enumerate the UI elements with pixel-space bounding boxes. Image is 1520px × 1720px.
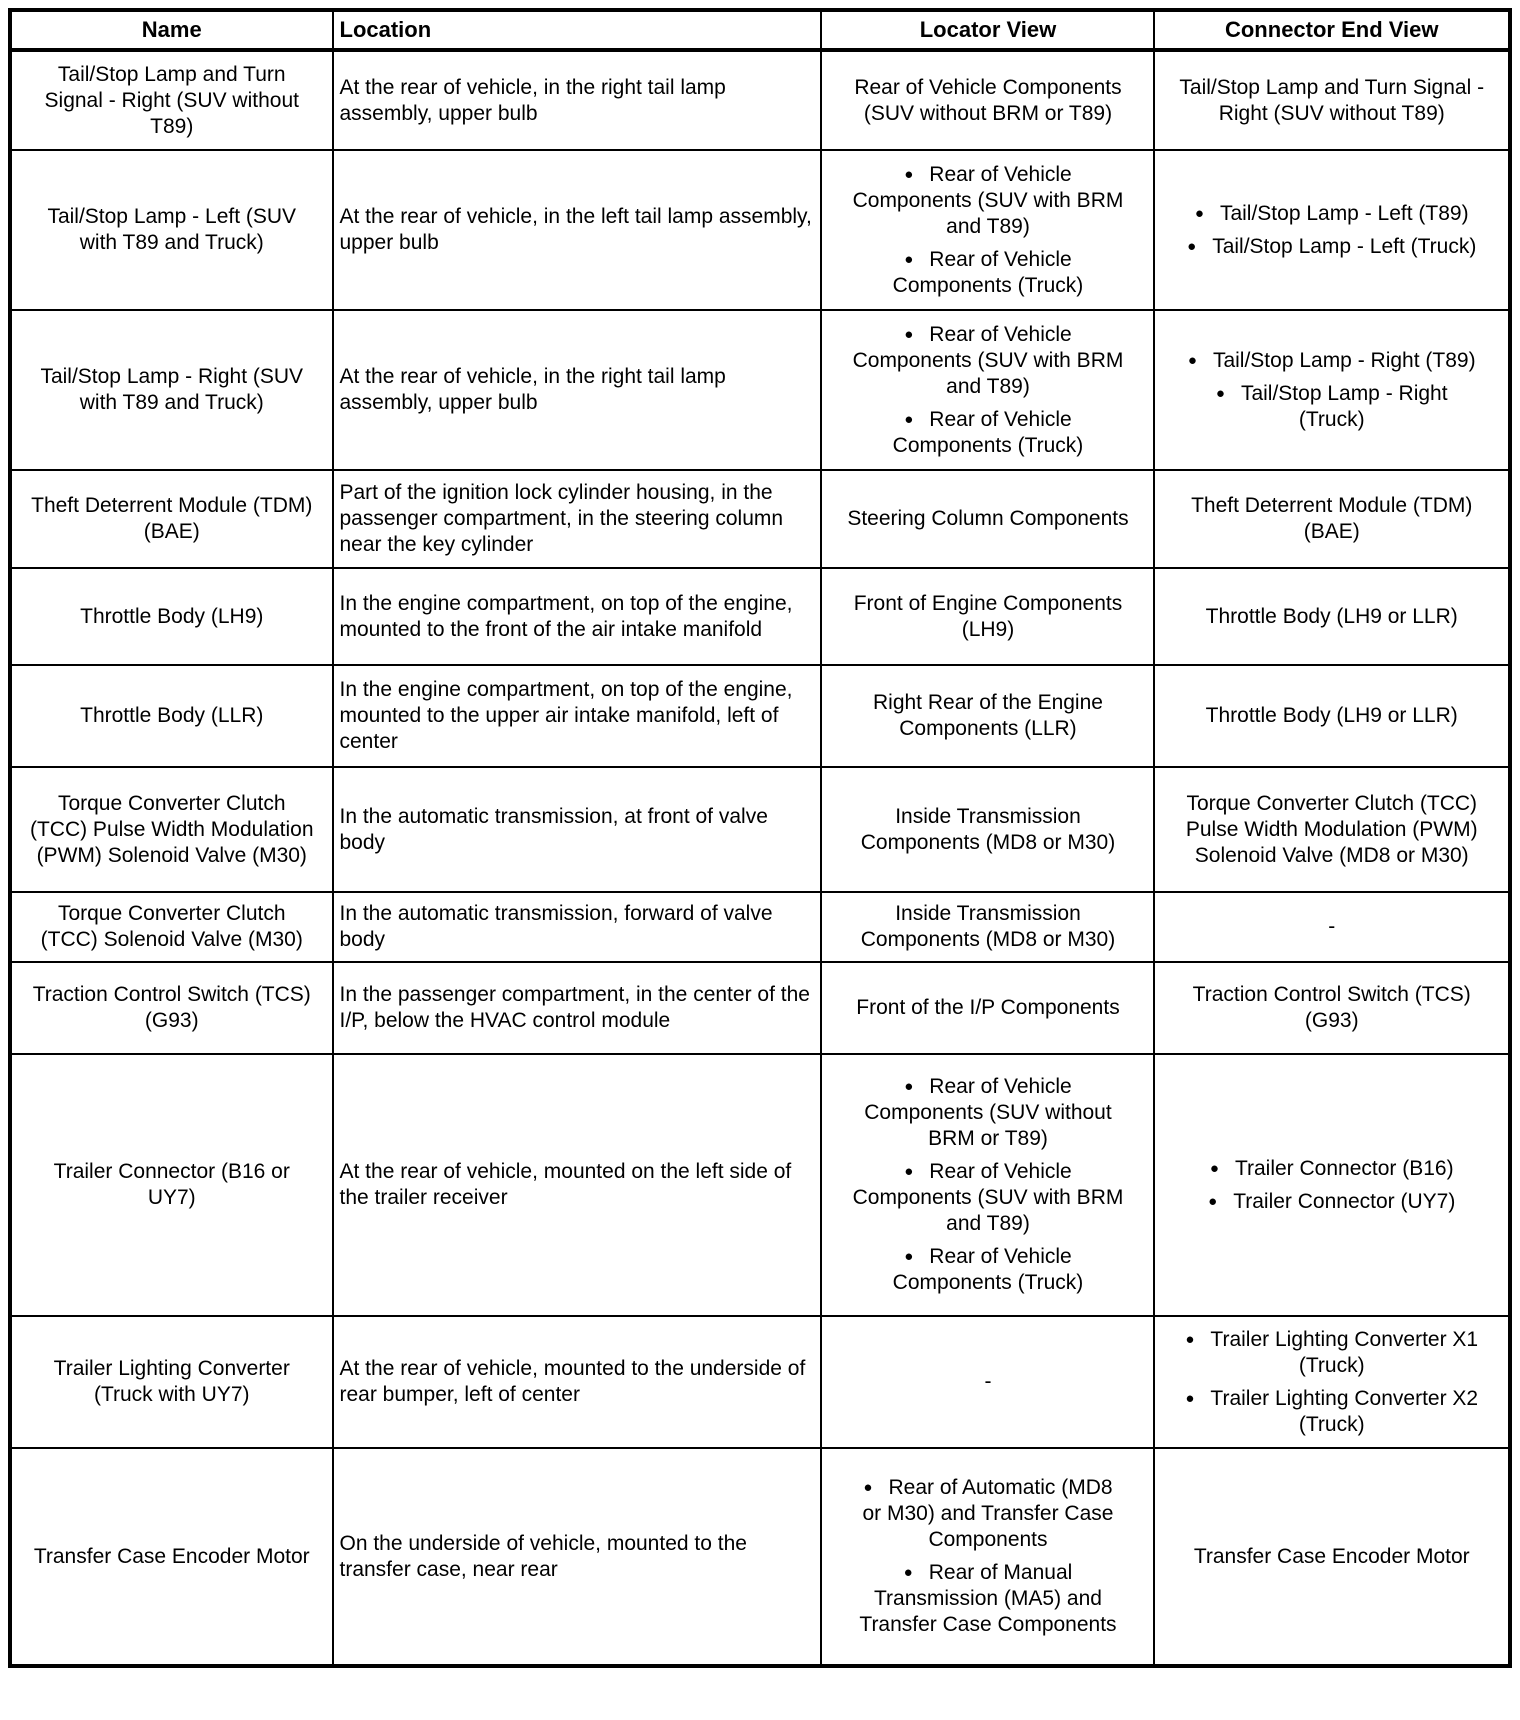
cell-text: Front of Engine Components (LH9) (853, 591, 1123, 641)
cell-connector-end-view (1154, 1448, 1510, 1666)
cell-text: Inside Transmission Components (MD8 or M30) (860, 902, 1116, 951)
cell-location: At the rear of vehicle, mounted to the underside of rear bumper, left of center (333, 1316, 822, 1448)
bullet-item-label: Rear of Vehicle Components (SUV with BRM and T89) (852, 1160, 1124, 1235)
cell-text: - (984, 1370, 992, 1393)
bullet-item-label: Trailer Lighting Converter X1 (Truck) (1210, 1327, 1479, 1377)
bullet-item (852, 162, 1124, 240)
table-row (10, 1448, 1510, 1666)
bullet-item-label: Rear of Vehicle Components (SUV with BRM and T89) (852, 162, 1124, 238)
cell-text: Torque Converter Clutch (TCC) Pulse Width Modulation (PWM) Solenoid Valve (M30) (29, 791, 314, 867)
bullet-item (1182, 201, 1482, 227)
bullet-item-label: Tail/Stop Lamp - Right (Truck) (1240, 381, 1448, 431)
bullet-item-label: Tail/Stop Lamp - Left (T89) (1219, 201, 1469, 225)
cell-text: Traction Control Switch (TCS) (G93) (1192, 983, 1471, 1032)
bullet-icon: ● (904, 1163, 914, 1180)
cell-name (10, 767, 333, 892)
bullet-icon: ● (1194, 204, 1204, 222)
table-row (10, 767, 1510, 892)
bullet-icon: ● (1185, 1389, 1195, 1407)
cell-text: Trailer Connector (B16 or UY7) (53, 1160, 290, 1209)
cell-text: Throttle Body (LLR) (80, 704, 264, 727)
cell-location: At the rear of vehicle, mounted on the left side of the trailer receiver (333, 1054, 822, 1316)
cell-locator-view (821, 1448, 1154, 1666)
bullet-icon: ● (1215, 384, 1225, 402)
cell-connector-end-view (1154, 892, 1510, 962)
cell-name (10, 962, 333, 1054)
cell-text: Transfer Case Encoder Motor (1193, 1544, 1470, 1568)
bullet-item (1182, 348, 1482, 374)
cell-text: Theft Deterrent Module (TDM) (BAE) (31, 494, 313, 543)
cell-connector-end-view (1154, 50, 1510, 150)
cell-text: Torque Converter Clutch (TCC) Pulse Width Modulation (PWM) Solenoid Valve (MD8 or M30) (1185, 791, 1478, 867)
bullet-item (1182, 1327, 1482, 1379)
cell-connector-end-view (1154, 470, 1510, 568)
cell-name (10, 568, 333, 665)
table-row (10, 310, 1510, 470)
cell-text: Throttle Body (LH9) (80, 604, 264, 628)
table-row (10, 665, 1510, 767)
cell-name (10, 665, 333, 767)
bullet-icon: ● (904, 1248, 914, 1265)
cell-text: Traction Control Switch (TCS) (G93) (32, 983, 311, 1032)
table-row (10, 150, 1510, 310)
bullet-icon: ● (1209, 1159, 1219, 1177)
cell-locator-view (821, 470, 1154, 568)
bullet-item (852, 1475, 1124, 1553)
cell-location: At the rear of vehicle, in the right tail lamp assembly, upper bulb (333, 310, 822, 470)
bullet-icon: ● (904, 1078, 914, 1095)
bullet-item-label: Rear of Automatic (MD8 or M30) and Transfer Case Components (862, 1476, 1114, 1551)
cell-text: Tail/Stop Lamp and Turn Signal - Right (SUV without T89) (44, 62, 299, 138)
cell-text: Tail/Stop Lamp - Left (SUV with T89 and Truck) (47, 205, 297, 254)
bullet-item-label: Tail/Stop Lamp - Right (T89) (1212, 348, 1476, 372)
cell-locator-view (821, 1054, 1154, 1316)
cell-locator-view (821, 50, 1154, 150)
table-row (10, 1316, 1510, 1448)
bullet-icon: ● (1187, 237, 1197, 255)
header-name: Name (10, 10, 333, 50)
table-row (10, 1054, 1510, 1316)
bullet-item (852, 322, 1124, 400)
bullet-icon: ● (863, 1479, 873, 1496)
bullet-item (1182, 381, 1482, 433)
bullet-item-label: Rear of Vehicle Components (SUV with BRM and T89) (852, 322, 1124, 398)
cell-name (10, 892, 333, 962)
cell-locator-view (821, 892, 1154, 962)
bullet-item-label: Rear of Vehicle Components (Truck) (892, 407, 1084, 457)
cell-connector-end-view (1154, 310, 1510, 470)
cell-location: In the automatic transmission, at front of valve body (333, 767, 822, 892)
header-locator-view: Locator View (821, 10, 1154, 50)
cell-location: At the rear of vehicle, in the left tail lamp assembly, upper bulb (333, 150, 822, 310)
bullet-icon: ● (904, 250, 914, 268)
cell-name (10, 150, 333, 310)
table-body (10, 50, 1510, 1666)
cell-text: - (1328, 915, 1336, 938)
cell-text: Rear of Vehicle Components (SUV without BRM or T89) (854, 75, 1122, 125)
cell-location: At the rear of vehicle, in the right tail lamp assembly, upper bulb (333, 50, 822, 150)
cell-text: Tail/Stop Lamp and Turn Signal - Right (SUV without T89) (1179, 75, 1485, 125)
cell-connector-end-view (1154, 1316, 1510, 1448)
bullet-icon: ● (1208, 1192, 1218, 1210)
cell-connector-end-view (1154, 767, 1510, 892)
bullet-item-label: Rear of Vehicle Components (Truck) (892, 1245, 1084, 1294)
table-row (10, 50, 1510, 150)
bullet-item (852, 1244, 1124, 1296)
bullet-icon: ● (904, 410, 914, 428)
cell-location: Part of the ignition lock cylinder housing, in the passenger compartment, in the steering column near the key cylinder (333, 470, 822, 568)
table-row (10, 962, 1510, 1054)
bullet-item (852, 1159, 1124, 1237)
cell-text: Steering Column Components (847, 507, 1129, 530)
cell-name (10, 1054, 333, 1316)
cell-location: In the automatic transmission, forward of valve body (333, 892, 822, 962)
cell-connector-end-view (1154, 665, 1510, 767)
cell-text: Tail/Stop Lamp - Right (SUV with T89 and Truck) (40, 365, 304, 414)
cell-connector-end-view (1154, 150, 1510, 310)
cell-locator-view (821, 1316, 1154, 1448)
cell-text: Torque Converter Clutch (TCC) Solenoid Valve (M30) (40, 902, 303, 951)
cell-text: Theft Deterrent Module (TDM) (BAE) (1191, 494, 1473, 543)
bullet-icon: ● (1185, 1330, 1195, 1348)
cell-connector-end-view (1154, 1054, 1510, 1316)
cell-connector-end-view (1154, 568, 1510, 665)
cell-location: In the engine compartment, on top of the engine, mounted to the upper air intake manifold, left of center (333, 665, 822, 767)
cell-text: Trailer Lighting Converter (Truck with UY7) (53, 1357, 290, 1406)
cell-name (10, 1316, 333, 1448)
bullet-icon: ● (904, 325, 914, 343)
cell-locator-view (821, 767, 1154, 892)
bullet-item (852, 1074, 1124, 1152)
header-connector-end-view: Connector End View (1154, 10, 1510, 50)
bullet-item-label: Rear of Vehicle Components (SUV without BRM or T89) (864, 1075, 1112, 1150)
table-row (10, 470, 1510, 568)
cell-location: On the underside of vehicle, mounted to the transfer case, near rear (333, 1448, 822, 1666)
bullet-item-label: Trailer Connector (UY7) (1233, 1189, 1456, 1213)
cell-text: Front of the I/P Components (856, 996, 1120, 1019)
bullet-item-label: Trailer Lighting Converter X2 (Truck) (1210, 1386, 1479, 1436)
bullet-item (1182, 234, 1482, 260)
cell-locator-view (821, 310, 1154, 470)
cell-locator-view (821, 150, 1154, 310)
component-locator-table (8, 8, 1512, 1668)
component-locator-table-wrap (8, 8, 1512, 1668)
bullet-item (1182, 1156, 1482, 1182)
cell-name (10, 1448, 333, 1666)
bullet-item (852, 1560, 1124, 1638)
cell-locator-view (821, 962, 1154, 1054)
cell-locator-view (821, 665, 1154, 767)
cell-text: Throttle Body (LH9 or LLR) (1205, 604, 1458, 628)
bullet-item (852, 247, 1124, 299)
cell-text: Right Rear of the Engine Components (LLR) (872, 691, 1103, 740)
bullet-item-label: Tail/Stop Lamp - Left (Truck) (1212, 234, 1477, 258)
bullet-icon: ● (904, 165, 914, 183)
header-location: Location (333, 10, 822, 50)
bullet-item-label: Rear of Manual Transmission (MA5) and Transfer Case Components (859, 1561, 1117, 1636)
bullet-icon: ● (1187, 351, 1197, 369)
cell-text: Throttle Body (LH9 or LLR) (1205, 704, 1458, 727)
bullet-item-label: Trailer Connector (B16) (1234, 1156, 1454, 1180)
bullet-icon: ● (903, 1564, 913, 1581)
table-row (10, 892, 1510, 962)
cell-name (10, 310, 333, 470)
cell-locator-view (821, 568, 1154, 665)
cell-text: Inside Transmission Components (MD8 or M30) (860, 804, 1116, 854)
cell-location: In the engine compartment, on top of the engine, mounted to the front of the air intake manifold (333, 568, 822, 665)
table-row (10, 568, 1510, 665)
cell-location: In the passenger compartment, in the center of the I/P, below the HVAC control module (333, 962, 822, 1054)
cell-text: Transfer Case Encoder Motor (33, 1544, 310, 1568)
bullet-item (1182, 1386, 1482, 1438)
bullet-item (852, 407, 1124, 459)
bullet-item-label: Rear of Vehicle Components (Truck) (892, 247, 1084, 297)
table-header (10, 10, 1510, 50)
cell-name (10, 470, 333, 568)
bullet-item (1182, 1189, 1482, 1215)
header-row (10, 10, 1510, 50)
cell-name (10, 50, 333, 150)
cell-connector-end-view (1154, 962, 1510, 1054)
